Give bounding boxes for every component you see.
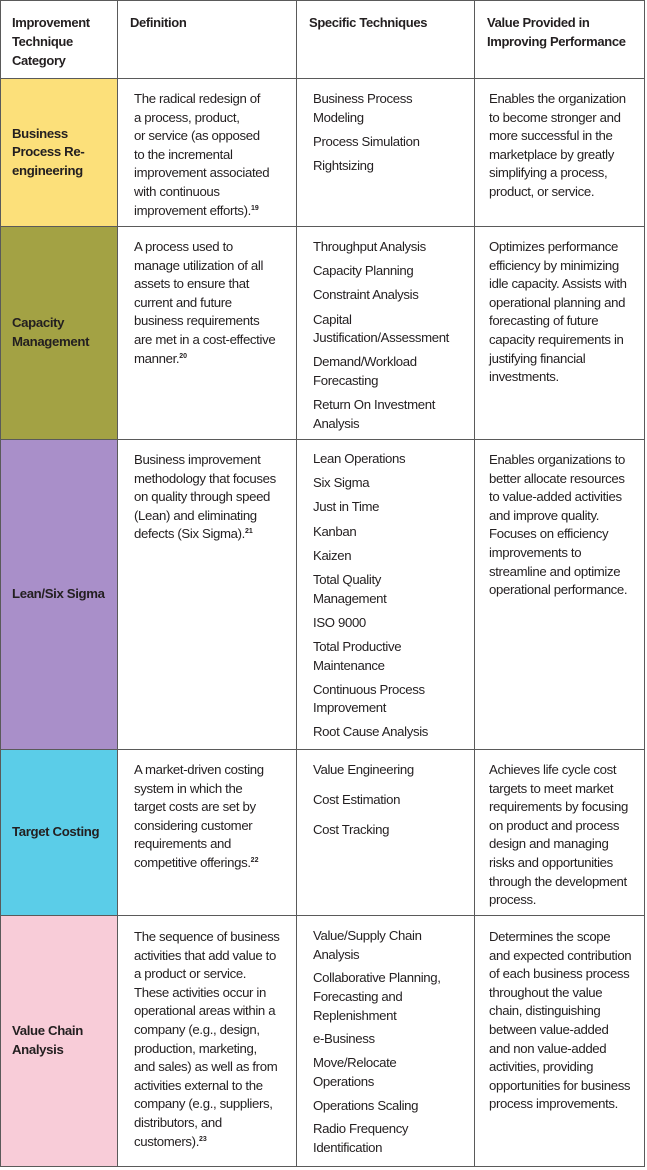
definition-line: assets to ensure that <box>134 276 250 292</box>
footnote-ref: 19 <box>251 204 259 212</box>
technique-item: Kanban <box>313 523 357 539</box>
definition-line: on quality through speed <box>134 489 271 505</box>
definition-line-text: defects (Six Sigma). <box>134 526 245 542</box>
definition-line: company (e.g., suppliers, <box>134 1096 273 1112</box>
value-line: product, or service. <box>489 183 595 199</box>
technique-item: Throughput Analysis <box>313 239 426 254</box>
definition-line: methodology that focuses <box>134 470 276 486</box>
definition-line: The radical redesign of <box>134 91 261 106</box>
technique-item: Lean Operations <box>313 451 406 466</box>
value-line: streamline and optimize <box>489 563 621 579</box>
category-cell <box>1 440 118 749</box>
footnote-ref: 23 <box>199 1135 207 1143</box>
definition-cell <box>118 916 297 1166</box>
value-line: activities, providing <box>489 1059 594 1075</box>
technique-item: Rightsizing <box>313 157 374 173</box>
definition-line: a process, product, <box>134 109 240 125</box>
value-cell <box>475 916 645 1166</box>
value-line: improvements to <box>489 544 582 560</box>
technique-item: Business Process Modeling <box>313 91 413 125</box>
value-cell <box>475 79 645 226</box>
value-line: targets to meet market <box>489 780 614 796</box>
technique-item: Constraint Analysis <box>313 287 419 303</box>
value-line: efficiency by minimizing <box>489 257 619 273</box>
header-definition: Definition <box>118 1 297 78</box>
technique-item: Kaizen <box>313 547 352 563</box>
value-line: idle capacity. Assists with <box>489 276 627 292</box>
value-line: Focuses on efficiency <box>489 526 609 542</box>
table-header-row <box>0 0 645 78</box>
value-line: Enables organizations to <box>489 452 626 467</box>
definition-line: a product or service. <box>134 966 247 982</box>
value-line: to value-added activities <box>489 489 622 505</box>
value-line: operational planning and <box>489 294 626 310</box>
table-row-capacity-management <box>0 226 645 439</box>
value-cell <box>475 750 645 915</box>
value-line: to become stronger and <box>489 109 621 125</box>
technique-item: Just in Time <box>313 499 380 515</box>
definition-line: target costs are set by <box>134 799 256 815</box>
footnote-ref: 22 <box>250 856 259 864</box>
technique-item: Value/Supply Chain Analysis <box>313 928 422 962</box>
category-label: Business Process Re-engineering <box>12 125 85 178</box>
definition-line: Business improvement <box>134 452 261 467</box>
techniques-cell <box>297 916 475 1166</box>
techniques-cell <box>297 440 475 749</box>
category-cell <box>1 916 118 1166</box>
definition-line: business requirements <box>134 313 260 329</box>
definition-line: distributors, and <box>134 1114 222 1130</box>
definition-line: and sales) as well as from <box>134 1059 278 1075</box>
value-line: and non value-added <box>489 1040 607 1056</box>
definition-line: improvement associated <box>134 165 270 181</box>
techniques-cell <box>297 227 475 439</box>
value-line: better allocate resources <box>489 470 625 486</box>
definition-line <box>134 1133 292 1152</box>
value-line: more successful in the <box>489 128 613 144</box>
definition-line: are met in a cost-effective <box>134 331 276 347</box>
value-line: requirements by focusing <box>489 799 628 815</box>
definition-line: operational areas within a <box>134 1003 276 1019</box>
technique-item: Radio Frequency Identification <box>313 1121 409 1155</box>
techniques-cell <box>297 750 475 915</box>
header-techniques: Specific Techniques <box>297 1 475 78</box>
category-label: Value Chain Analysis <box>12 1023 83 1057</box>
value-line: investments. <box>489 369 559 385</box>
definition-line: manage utilization of all <box>134 257 264 273</box>
value-line: opportunities for business <box>489 1077 631 1093</box>
technique-item: Cost Estimation <box>313 791 401 807</box>
category-cell <box>1 79 118 226</box>
value-line: risks and opportunities <box>489 854 613 870</box>
value-cell <box>475 440 645 749</box>
footnote-ref: 20 <box>179 352 187 360</box>
technique-item: ISO 9000 <box>313 614 366 630</box>
header-category: Improvement Technique Category <box>1 1 118 78</box>
definition-line-text: competitive offerings. <box>134 854 251 870</box>
definition-line: A process used to <box>134 239 233 254</box>
technique-item: Root Cause Analysis <box>313 724 429 740</box>
value-line: design and managing <box>489 836 609 852</box>
value-cell <box>475 227 645 439</box>
value-line: process improvements. <box>489 1096 618 1112</box>
value-line: and expected contribution <box>489 947 632 963</box>
definition-line <box>134 525 292 544</box>
definition-line: current and future <box>134 294 232 310</box>
definition-line-text: customers). <box>134 1133 200 1149</box>
value-line: Achieves life cycle cost <box>489 762 617 777</box>
technique-item: Capital Justification/Assessment <box>313 311 449 346</box>
value-line: forecasting of future <box>489 313 599 329</box>
definition-line: production, marketing, <box>134 1040 257 1056</box>
definition-cell <box>118 750 297 915</box>
technique-item: Collaborative Planning, Forecasting and Replenishment <box>313 970 441 1023</box>
techniques-cell <box>297 79 475 226</box>
header-value: Value Provided in Improving Performance <box>487 15 626 49</box>
value-line: chain, distinguishing <box>489 1003 601 1019</box>
category-label: Target Costing <box>12 824 100 840</box>
value-line: of each business process <box>489 966 630 982</box>
technique-item: Process Simulation <box>313 133 420 149</box>
definition-line <box>134 202 292 221</box>
definition-line: with continuous <box>134 183 220 199</box>
table-row-bpr <box>0 78 645 226</box>
value-line: between value-added <box>489 1021 609 1037</box>
technique-item: Demand/Workload Forecasting <box>313 354 417 388</box>
definition-line <box>134 350 292 369</box>
value-line: process. <box>489 892 537 908</box>
definition-cell <box>118 227 297 439</box>
definition-cell <box>118 440 297 749</box>
value-line: operational performance. <box>489 582 628 598</box>
category-cell <box>1 750 118 915</box>
definition-line: These activities occur in <box>134 984 266 1000</box>
definition-line: considering customer <box>134 817 253 833</box>
value-line: Optimizes performance <box>489 239 618 254</box>
category-label: Capacity Management <box>12 315 90 349</box>
category-cell <box>1 227 118 439</box>
definition-line: activities external to the <box>134 1077 263 1093</box>
technique-item: Total Quality Management <box>313 571 387 606</box>
category-label: Lean/Six Sigma <box>12 586 105 602</box>
value-line: Enables the organization <box>489 91 626 106</box>
value-line: marketplace by greatly <box>489 146 614 162</box>
definition-line: A market-driven costing <box>134 762 264 777</box>
technique-item: Return On Investment Analysis <box>313 397 436 431</box>
definition-cell <box>118 79 297 226</box>
definition-line: company (e.g., design, <box>134 1021 260 1037</box>
technique-item: Move/Relocate Operations <box>313 1055 397 1089</box>
value-line: through the development <box>489 873 627 889</box>
technique-item: e-Business <box>313 1031 375 1047</box>
value-line: on product and process <box>489 817 620 833</box>
definition-line: system in which the <box>134 780 243 796</box>
definition-line: activities that add value to <box>134 947 276 963</box>
value-line: and improve quality. <box>489 507 600 523</box>
definition-line: or service (as opposed <box>134 128 260 144</box>
definition-line: (Lean) and eliminating <box>134 507 257 523</box>
definition-line <box>134 854 292 873</box>
technique-item: Total Productive Maintenance <box>313 638 402 673</box>
value-line: justifying financial <box>489 350 586 366</box>
value-line: Determines the scope <box>489 929 611 944</box>
table-row-lean-six-sigma <box>0 439 645 749</box>
definition-line: The sequence of business <box>134 929 280 944</box>
definition-line: to the incremental <box>134 146 233 162</box>
technique-item: Continuous Process Improvement <box>313 681 425 716</box>
value-line: capacity requirements in <box>489 331 624 347</box>
table-row-value-chain-analysis <box>0 915 645 1167</box>
value-line: simplifying a process, <box>489 165 608 181</box>
technique-item: Six Sigma <box>313 475 370 491</box>
technique-item: Capacity Planning <box>313 263 414 279</box>
technique-item: Operations Scaling <box>313 1097 419 1113</box>
technique-item: Value Engineering <box>313 762 414 777</box>
table-row-target-costing <box>0 749 645 915</box>
definition-line: requirements and <box>134 836 232 852</box>
definition-line-text: improvement efforts). <box>134 202 251 218</box>
technique-item: Cost Tracking <box>313 821 390 837</box>
footnote-ref: 21 <box>245 528 253 536</box>
definition-line-text: manner. <box>134 350 180 366</box>
value-line: throughout the value <box>489 984 603 1000</box>
